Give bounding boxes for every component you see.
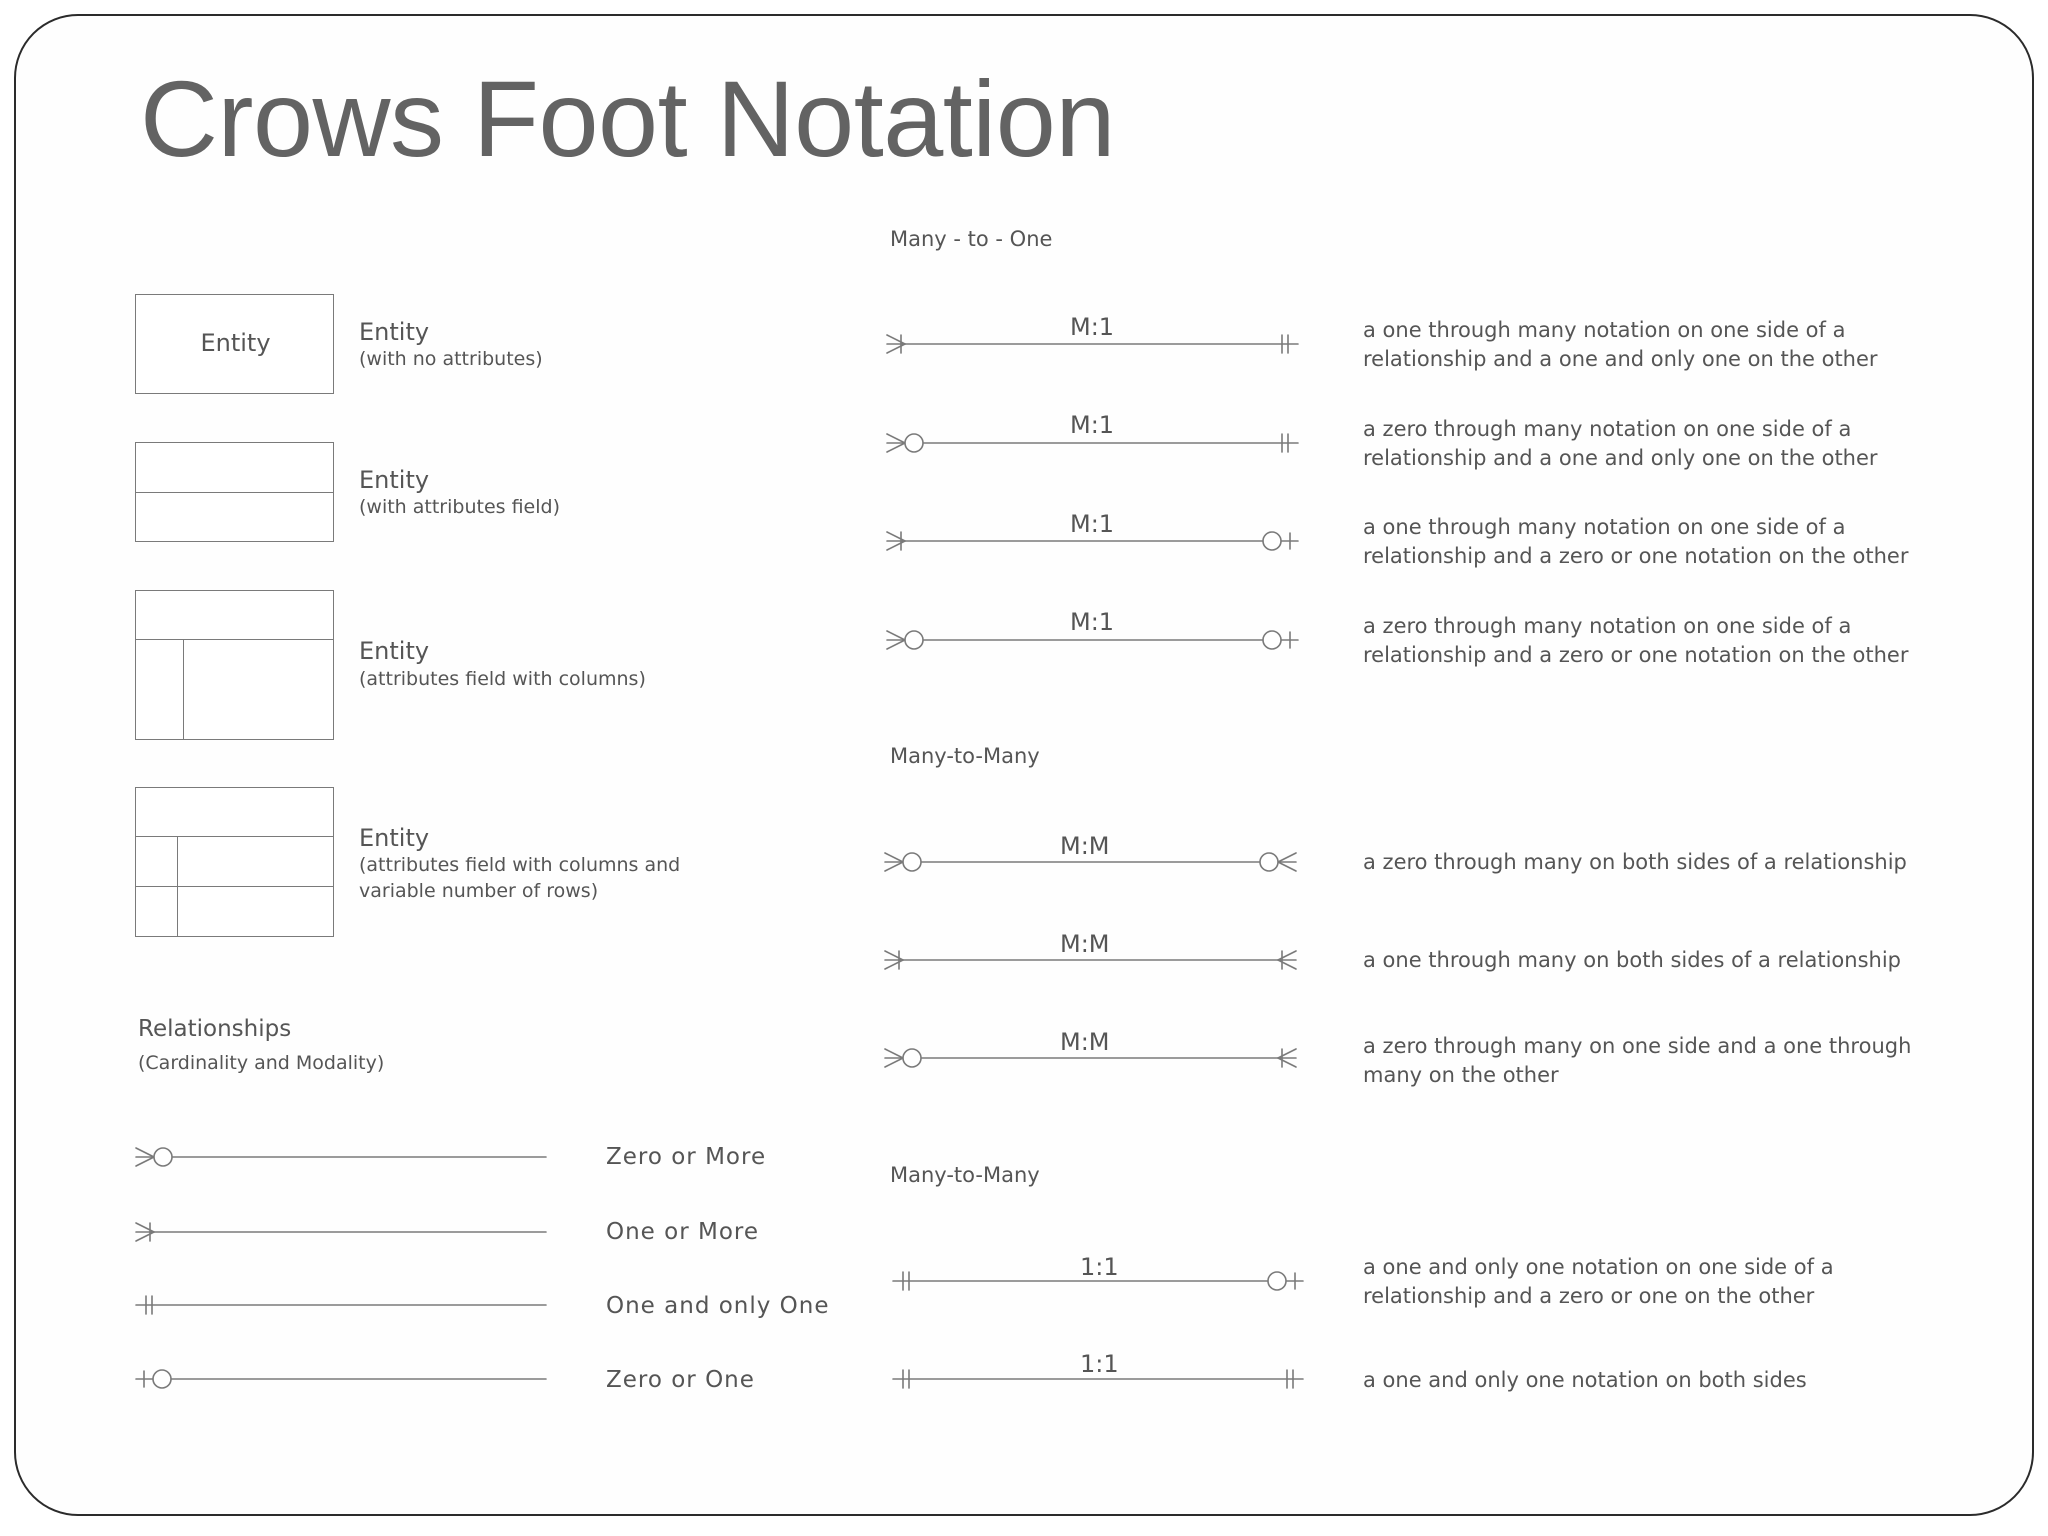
left-end-zero-or-more-part: [885, 862, 903, 871]
entity-note-4b: variable number of rows): [359, 880, 599, 902]
ratio-label: 1:1: [1080, 1253, 1119, 1281]
relationships-subheading: (Cardinality and Modality): [138, 1052, 385, 1074]
legend-label-one-or-more: One or More: [606, 1219, 759, 1245]
ratio-label: M:M: [1060, 832, 1110, 860]
description-line-2: relationship and a zero or one notation on the other: [1363, 544, 1909, 568]
description-line-1: a one through many notation on one side of a: [1363, 318, 1846, 342]
right-end-one-or-more-part: [1278, 1049, 1296, 1058]
legend-zero-or-more-part: [136, 1148, 154, 1157]
legend-label-one-and-only-one: One and only One: [606, 1293, 830, 1319]
ratio-label: M:1: [1070, 411, 1115, 439]
description-line-2: relationship and a zero or one notation on the other: [1363, 643, 1909, 667]
entity-name-1: Entity: [359, 318, 430, 346]
right-end-zero-or-more-part: [1278, 853, 1296, 862]
right-end-zero-or-one-part: [1268, 1272, 1286, 1290]
section-heading-one-to-one: Many-to-Many: [890, 1163, 1040, 1187]
section-heading-many-to-many: Many-to-Many: [890, 744, 1040, 768]
left-end-zero-or-more-part: [905, 631, 923, 649]
ratio-label: M:M: [1060, 1028, 1110, 1056]
left-end-zero-or-more-part: [885, 1049, 903, 1058]
description-line-1: a zero through many on both sides of a relationship: [1363, 850, 1907, 874]
left-end-one-or-more-part: [885, 951, 903, 960]
description-line-1: a one through many on both sides of a relationship: [1363, 948, 1901, 972]
entity-name-2: Entity: [359, 466, 430, 494]
right-end-zero-or-one-part: [1263, 532, 1281, 550]
relationships-heading: Relationships: [138, 1016, 292, 1042]
legend-zero-or-more-part: [136, 1157, 154, 1166]
legend-label-zero-or-one: Zero or One: [606, 1367, 755, 1393]
left-end-zero-or-more-part: [885, 853, 903, 862]
description-line-1: a zero through many on one side and a one through: [1363, 1034, 1912, 1058]
description-line-1: a zero through many notation on one side of a: [1363, 614, 1852, 638]
left-end-one-or-more-part: [887, 344, 905, 353]
section-heading-many-to-one: Many - to - One: [890, 227, 1053, 251]
description-line-1: a one and only one notation on one side of a: [1363, 1255, 1834, 1279]
entity-note-1: (with no attributes): [359, 348, 543, 370]
description-line-2: relationship and a one and only one on the other: [1363, 446, 1878, 470]
description-line-2: relationship and a one and only one on the other: [1363, 347, 1878, 371]
entity-note-4a: (attributes field with columns and: [359, 854, 681, 876]
right-end-one-or-more-part: [1278, 951, 1296, 960]
left-end-zero-or-more-part: [903, 853, 921, 871]
entity-box-label: Entity: [200, 329, 271, 357]
slide-title: Crows Foot Notation: [140, 58, 1115, 179]
right-end-zero-or-more-part: [1260, 853, 1278, 871]
description-line-1: a zero through many notation on one side of a: [1363, 417, 1852, 441]
legend-one-or-more-part: [136, 1223, 154, 1232]
description-line-1: a one through many notation on one side of a: [1363, 515, 1846, 539]
left-end-zero-or-more-part: [903, 1049, 921, 1067]
description-line-2: relationship and a zero or one on the other: [1363, 1284, 1815, 1308]
right-end-zero-or-more-part: [1278, 862, 1296, 871]
entity-note-2: (with attributes field): [359, 496, 560, 518]
left-end-zero-or-more-part: [887, 631, 905, 640]
left-end-one-or-more-part: [885, 960, 903, 969]
left-end-one-or-more-part: [887, 532, 905, 541]
right-end-one-or-more-part: [1278, 1058, 1296, 1067]
left-end-one-or-more-part: [887, 541, 905, 550]
left-end-zero-or-more-part: [887, 434, 905, 443]
right-end-zero-or-one-part: [1263, 631, 1281, 649]
right-end-one-or-more-part: [1278, 960, 1296, 969]
legend-zero-or-more-part: [154, 1148, 172, 1166]
ratio-label: M:1: [1070, 313, 1115, 341]
left-end-zero-or-more-part: [905, 434, 923, 452]
entity-name-4: Entity: [359, 824, 430, 852]
legend-zero-or-one-part: [153, 1370, 171, 1388]
entity-name-3: Entity: [359, 637, 430, 665]
legend-one-or-more-part: [136, 1232, 154, 1241]
entity-note-3: (attributes field with columns): [359, 668, 646, 690]
ratio-label: 1:1: [1080, 1350, 1119, 1378]
ratio-label: M:1: [1070, 608, 1115, 636]
left-end-zero-or-more-part: [887, 443, 905, 452]
description-line-1: a one and only one notation on both sides: [1363, 1368, 1807, 1392]
left-end-one-or-more-part: [887, 335, 905, 344]
left-end-zero-or-more-part: [885, 1058, 903, 1067]
left-end-zero-or-more-part: [887, 640, 905, 649]
ratio-label: M:1: [1070, 510, 1115, 538]
description-line-2: many on the other: [1363, 1063, 1559, 1087]
legend-label-zero-or-more: Zero or More: [606, 1144, 767, 1170]
ratio-label: M:M: [1060, 930, 1110, 958]
